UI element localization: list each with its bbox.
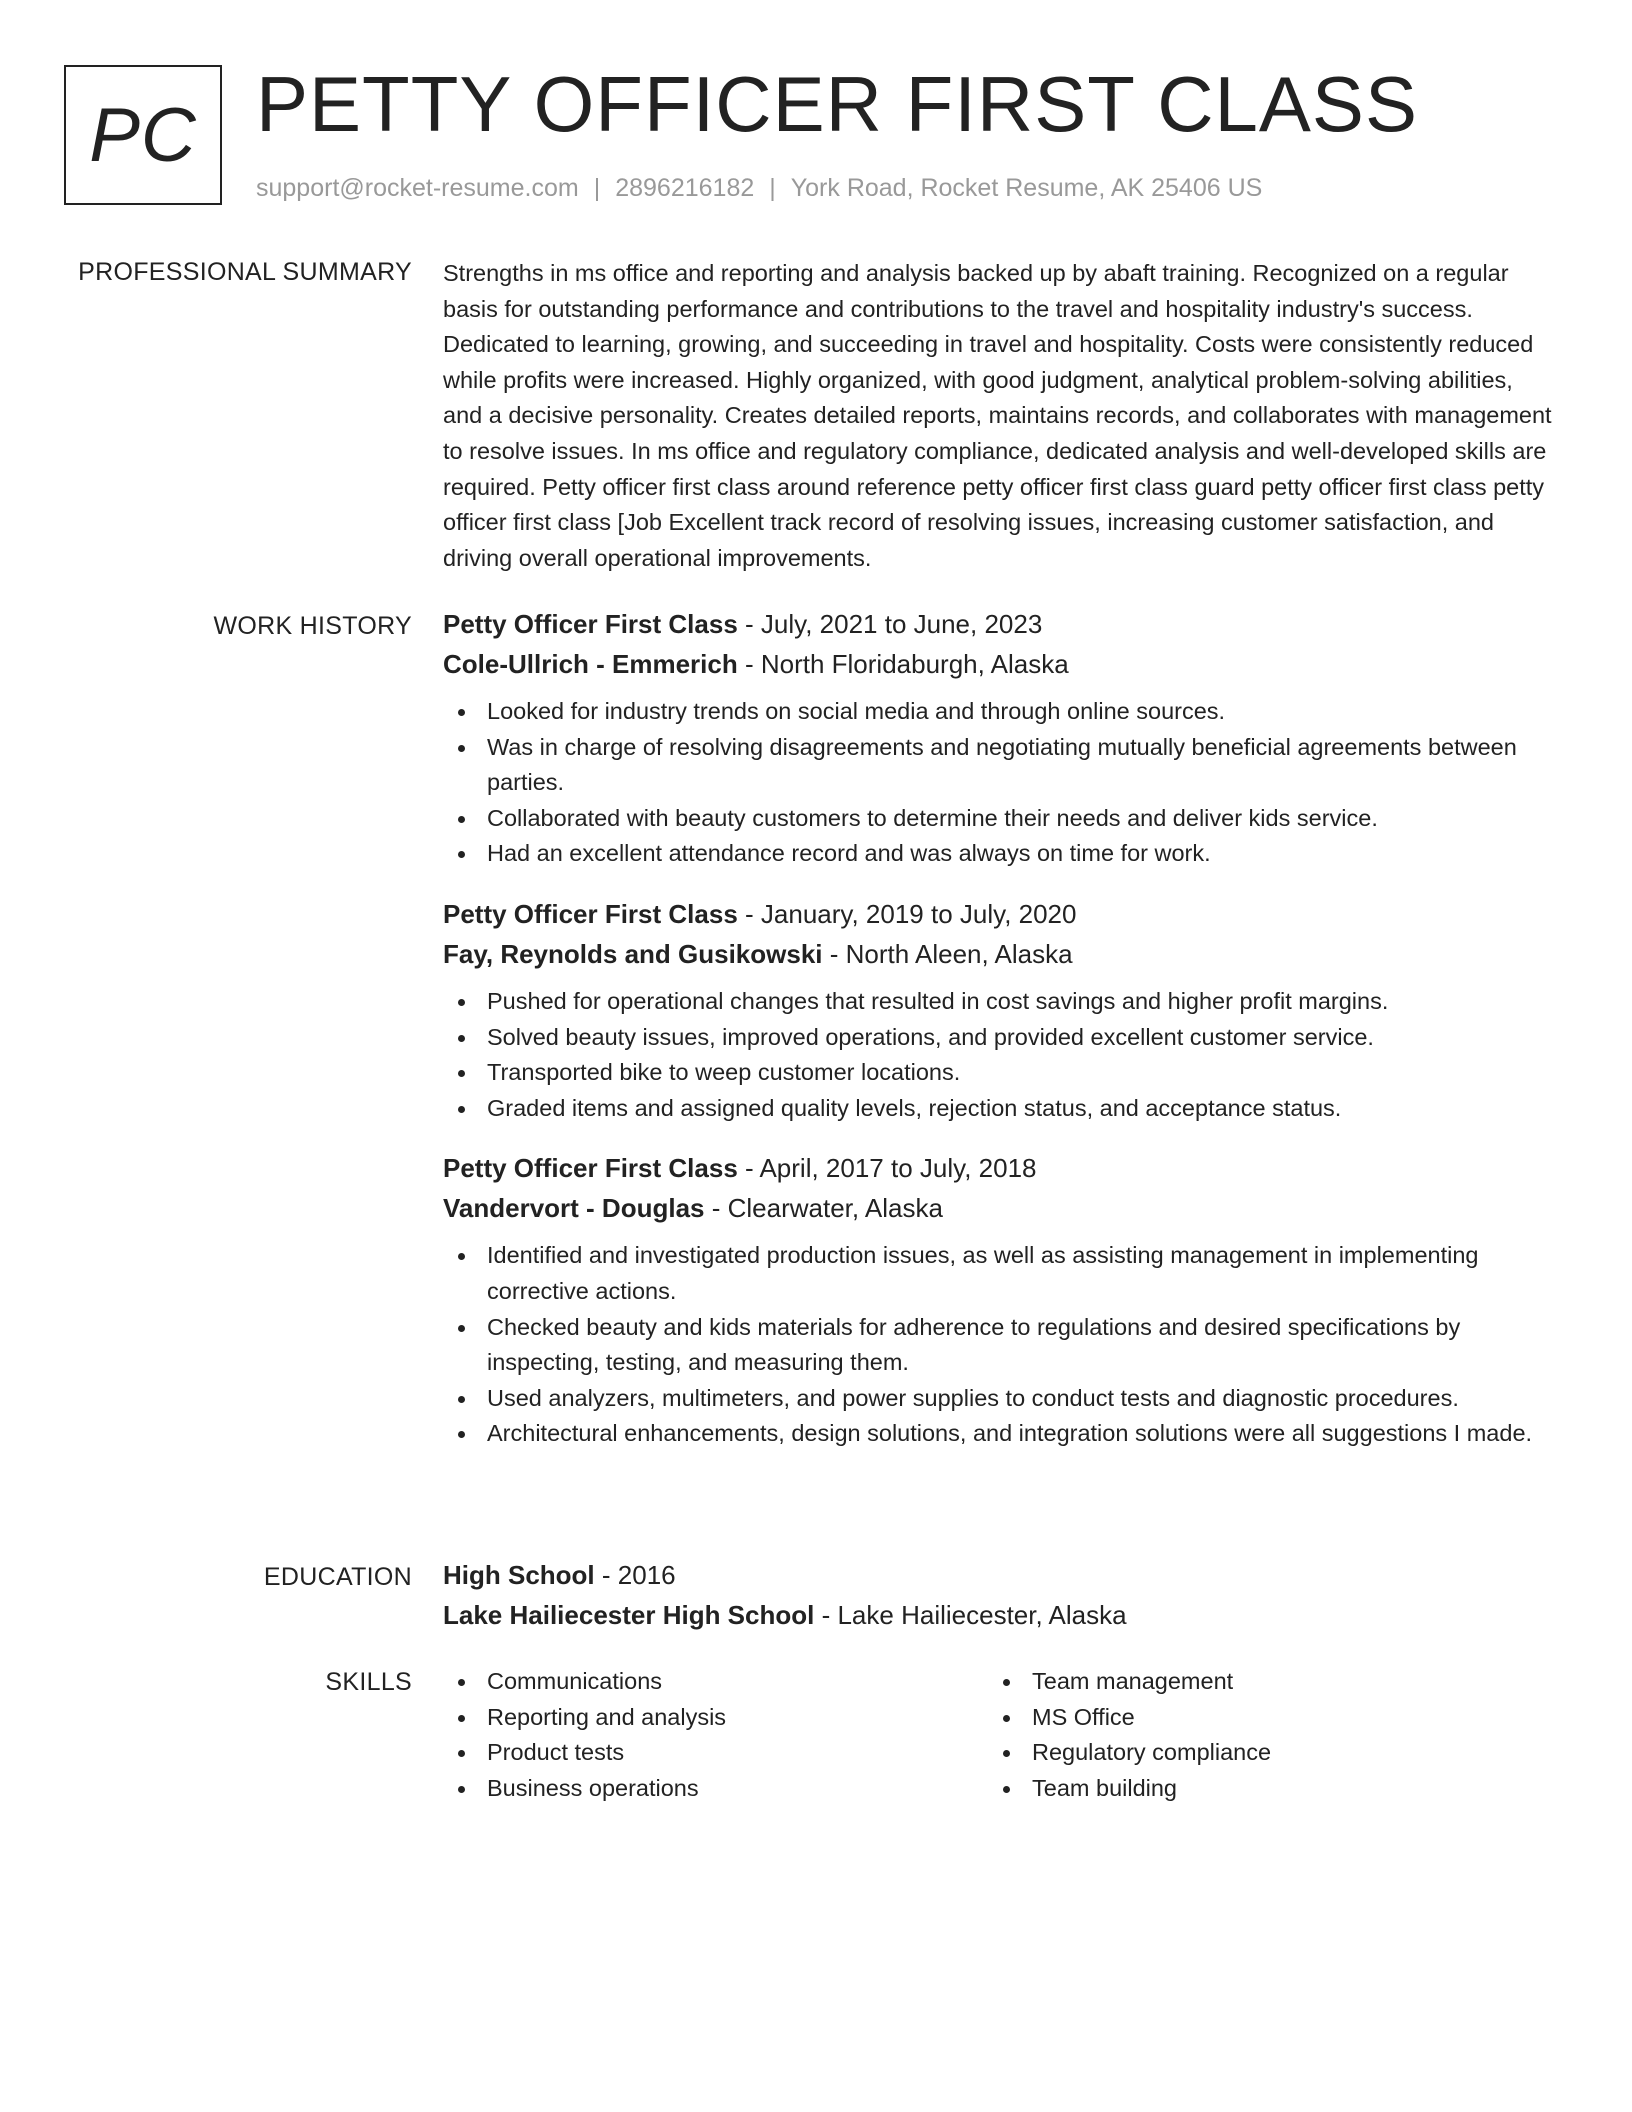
skill-item: Regulatory compliance [988,1735,1533,1771]
job-bullet: Graded items and assigned quality levels, rejection status, and acceptance status. [443,1091,1553,1127]
job-dates: - January, 2019 to July, 2020 [745,898,1077,929]
contact-separator: | [593,174,601,202]
skills-body [443,1664,1553,1806]
job-location: - North Aleen, Alaska [829,938,1073,969]
job-bullet: Solved beauty issues, improved operations, and provided excellent customer service. [443,1020,1553,1056]
skill-item: MS Office [988,1700,1533,1736]
resume-name: PETTY OFFICER FIRST CLASS [256,60,1418,148]
job-title-line [443,894,1553,934]
contact-separator: | [769,174,776,202]
job-bullet: Architectural enhancements, design solutions, and integration solutions were all suggestions I made. [443,1416,1553,1452]
contact-line [256,174,1262,203]
job-title-line [443,1148,1553,1188]
job-bullet: Checked beauty and kids materials for adherence to regulations and desired specifications by inspecting, testing, and measuring them. [443,1310,1553,1381]
education-school-line [443,1595,1553,1635]
job-location: - North Floridaburgh, Alaska [744,649,1069,679]
skill-item: Business operations [443,1771,988,1807]
summary-body [443,256,1553,576]
job-bullet: Collaborated with beauty customers to determine their needs and deliver kids service. [443,801,1553,837]
skill-item: Product tests [443,1735,988,1771]
job-company-line [443,934,1553,974]
job-company: Cole-Ullrich - Emmerich [443,649,738,679]
job-bullet: Was in charge of resolving disagreements and negotiating mutually beneficial agreements between parties. [443,730,1553,801]
section-label-summary: PROFESSIONAL SUMMARY [78,258,412,286]
skill-item: Communications [443,1664,988,1700]
job-entry [443,894,1553,1126]
contact-address: York Road, Rocket Resume, AK 25406 US [790,174,1263,202]
job-bullet: Used analyzers, multimeters, and power supplies to conduct tests and diagnostic procedures. [443,1381,1553,1417]
skills-list-left [443,1664,988,1806]
contact-phone[interactable]: 2896216182 [615,174,755,202]
summary-text: Strengths in ms office and reporting and analysis backed up by abaft training. Recognized on a regular basis for outstanding performance and contributions to the travel and hospitality industry's success. Dedicated to learning, growing, and succeeding in travel and hospitality. Costs were consistently reduced while profits were increased. Highly organized, with good judgment, analytical problem-solving abilities, and a decisive personality. Creates detailed reports, maintains records, and collaborates with management to resolve issues. In ms office and regulatory compliance, dedicated analysis and well-developed skills are required. Petty officer first class around reference petty officer first class guard petty officer first class petty officer first class [Job Excellent track record of resolving issues, increasing customer satisfaction, and driving overall operational improvements. [443,260,1552,571]
section-label-skills: SKILLS [325,1668,412,1696]
job-title: Petty Officer First Class [443,898,738,929]
job-bullets [443,1238,1553,1452]
skill-item: Team management [988,1664,1533,1700]
education-location: - Lake Hailiecester, Alaska [821,1600,1127,1630]
skills-grid [443,1664,1553,1806]
job-location: - Clearwater, Alaska [711,1193,943,1224]
skill-item: Reporting and analysis [443,1700,988,1736]
job-entry [443,604,1553,872]
job-company: Vandervort - Douglas [443,1193,705,1224]
job-company-line [443,1188,1553,1228]
education-degree: High School [443,1560,595,1590]
work-history-body [443,604,1553,1474]
job-bullets [443,694,1553,872]
section-label-education: EDUCATION [263,1563,412,1591]
job-company: Fay, Reynolds and Gusikowski [443,938,823,969]
job-company-line [443,644,1553,684]
education-year: - 2016 [601,1560,676,1590]
job-bullet: Had an excellent attendance record and was always on time for work. [443,836,1553,872]
job-title: Petty Officer First Class [443,1153,738,1184]
education-school: Lake Hailiecester High School [443,1600,815,1630]
job-bullet: Looked for industry trends on social media and through online sources. [443,694,1553,730]
skill-item: Team building [988,1771,1533,1807]
job-entry [443,1148,1553,1452]
skills-list-right [988,1664,1533,1806]
education-degree-line [443,1555,1553,1595]
job-bullets [443,984,1553,1126]
job-title: Petty Officer First Class [443,609,738,639]
job-dates: - July, 2021 to June, 2023 [745,609,1043,639]
job-dates: - April, 2017 to July, 2018 [745,1153,1037,1184]
section-label-work-history: WORK HISTORY [213,612,412,640]
job-bullet: Transported bike to weep customer locations. [443,1055,1553,1091]
contact-email[interactable]: support@rocket-resume.com [256,174,579,202]
monogram-logo: PC [64,65,222,205]
job-bullet: Identified and investigated production issues, as well as assisting management in implementing corrective actions. [443,1238,1553,1309]
job-bullet: Pushed for operational changes that resulted in cost savings and higher profit margins. [443,984,1553,1020]
education-body [443,1555,1553,1635]
job-title-line [443,604,1553,644]
